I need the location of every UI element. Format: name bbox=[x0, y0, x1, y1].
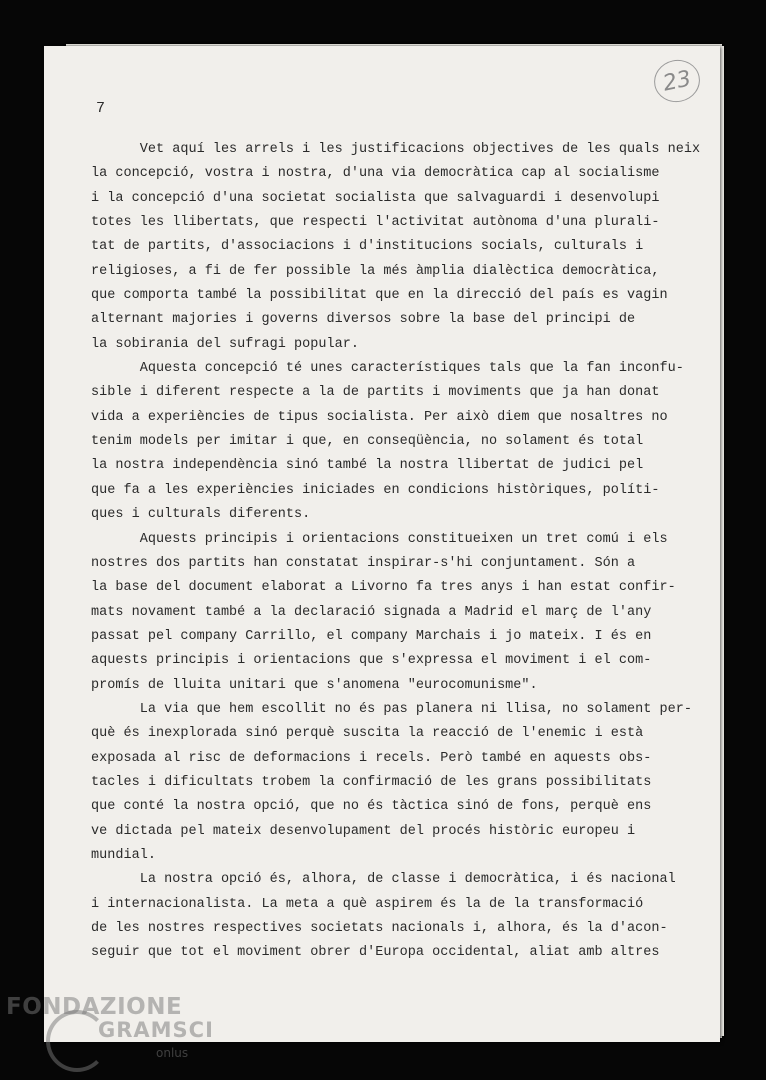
text-line: religioses, a fi de fer possible la més àmplia dialèctica democràtica, bbox=[91, 263, 660, 279]
text-line: que comporta també la possibilitat que en la direcció del país es vagin bbox=[91, 288, 668, 304]
text-line: passat pel company Carrillo, el company Marchais i jo mateix. I és en bbox=[91, 628, 652, 644]
text-line: exposada al risc de deformacions i recels. Però també en aquests obs- bbox=[91, 750, 652, 766]
text-line: mats novament també a la declaració signada a Madrid el març de l'any bbox=[91, 604, 652, 620]
text-line: la concepció, vostra i nostra, d'una via democràtica cap al socialisme bbox=[91, 166, 660, 182]
text-line: mundial. bbox=[91, 847, 156, 863]
text-line: què és inexplorada sinó perquè suscita la reacció de l'enemic i està bbox=[91, 726, 644, 742]
watermark-line1: FONDAZIONE bbox=[6, 994, 183, 1020]
text-line: tacles i dificultats trobem la confirmació de les grans possibilitats bbox=[91, 774, 652, 790]
text-line: ques i culturals diferents. bbox=[91, 507, 311, 523]
text-line: seguir que tot el moviment obrer d'Europa occidental, aliat amb altres bbox=[91, 945, 660, 961]
document-page bbox=[44, 46, 720, 1042]
text-line: que fa a les experiències iniciades en condicions històriques, políti- bbox=[91, 482, 660, 498]
text-line: ve dictada pel mateix desenvolupament del procés històric europeu i bbox=[91, 823, 636, 839]
watermark-line3: onlus bbox=[156, 1046, 189, 1060]
watermark-line2: GRAMSCI bbox=[98, 1018, 214, 1042]
text-line: que conté la nostra opció, que no és tàctica sinó de fons, perquè ens bbox=[91, 799, 652, 815]
text-line: la base del document elaborat a Livorno fa tres anys i han estat confir- bbox=[91, 580, 676, 596]
text-line: Aquests principis i orientacions constitueixen un tret comú i els bbox=[91, 531, 668, 547]
text-line: alternant majories i governs diversos sobre la base del principi de bbox=[91, 312, 636, 328]
text-line: sible i diferent respecte a la de partits i moviments que ja han donat bbox=[91, 385, 660, 401]
text-line: tat de partits, d'associacions i d'institucions socials, culturals i bbox=[91, 239, 644, 255]
text-line: i internacionalista. La meta a què aspirem és la de la transformació bbox=[91, 896, 644, 912]
archive-number-stamp: 23 bbox=[650, 56, 704, 107]
typewritten-text bbox=[91, 138, 711, 966]
text-line: nostres dos partits han constatat inspirar-s'hi conjuntament. Són a bbox=[91, 555, 636, 571]
text-line: Aquesta concepció té unes característiques tals que la fan inconfu- bbox=[91, 361, 684, 377]
text-line: Vet aquí les arrels i les justificacions objectives de les quals neix bbox=[91, 142, 701, 157]
text-line: promís de lluita unitari que s'anomena "eurocomunisme". bbox=[91, 677, 538, 693]
text-line: tenim models per imitar i que, en conseqüència, no solament és total bbox=[91, 434, 644, 450]
fondazione-gramsci-watermark bbox=[6, 994, 214, 1068]
text-line: totes les llibertats, que respecti l'activitat autònoma d'una plurali- bbox=[91, 215, 660, 231]
text-line: la sobirania del sufragi popular. bbox=[91, 336, 360, 352]
text-line: la nostra independència sinó també la nostra llibertat de judici pel bbox=[91, 458, 644, 474]
text-line: La via que hem escollit no és pas planera ni llisa, no solament per- bbox=[91, 701, 692, 717]
page-number: 7 bbox=[96, 100, 106, 117]
text-line: i la concepció d'una societat socialista que salvaguardi i desenvolupi bbox=[91, 190, 660, 206]
text-line: de les nostres respectives societats nacionals i, alhora, és la d'acon- bbox=[91, 921, 668, 936]
text-line: aquests principis i orientacions que s'expressa el moviment i el com- bbox=[91, 653, 652, 669]
text-line: vida a experiències de tipus socialista. Per això diem que nosaltres no bbox=[91, 409, 668, 425]
text-line: La nostra opció és, alhora, de classe i democràtica, i és nacional bbox=[91, 872, 676, 888]
